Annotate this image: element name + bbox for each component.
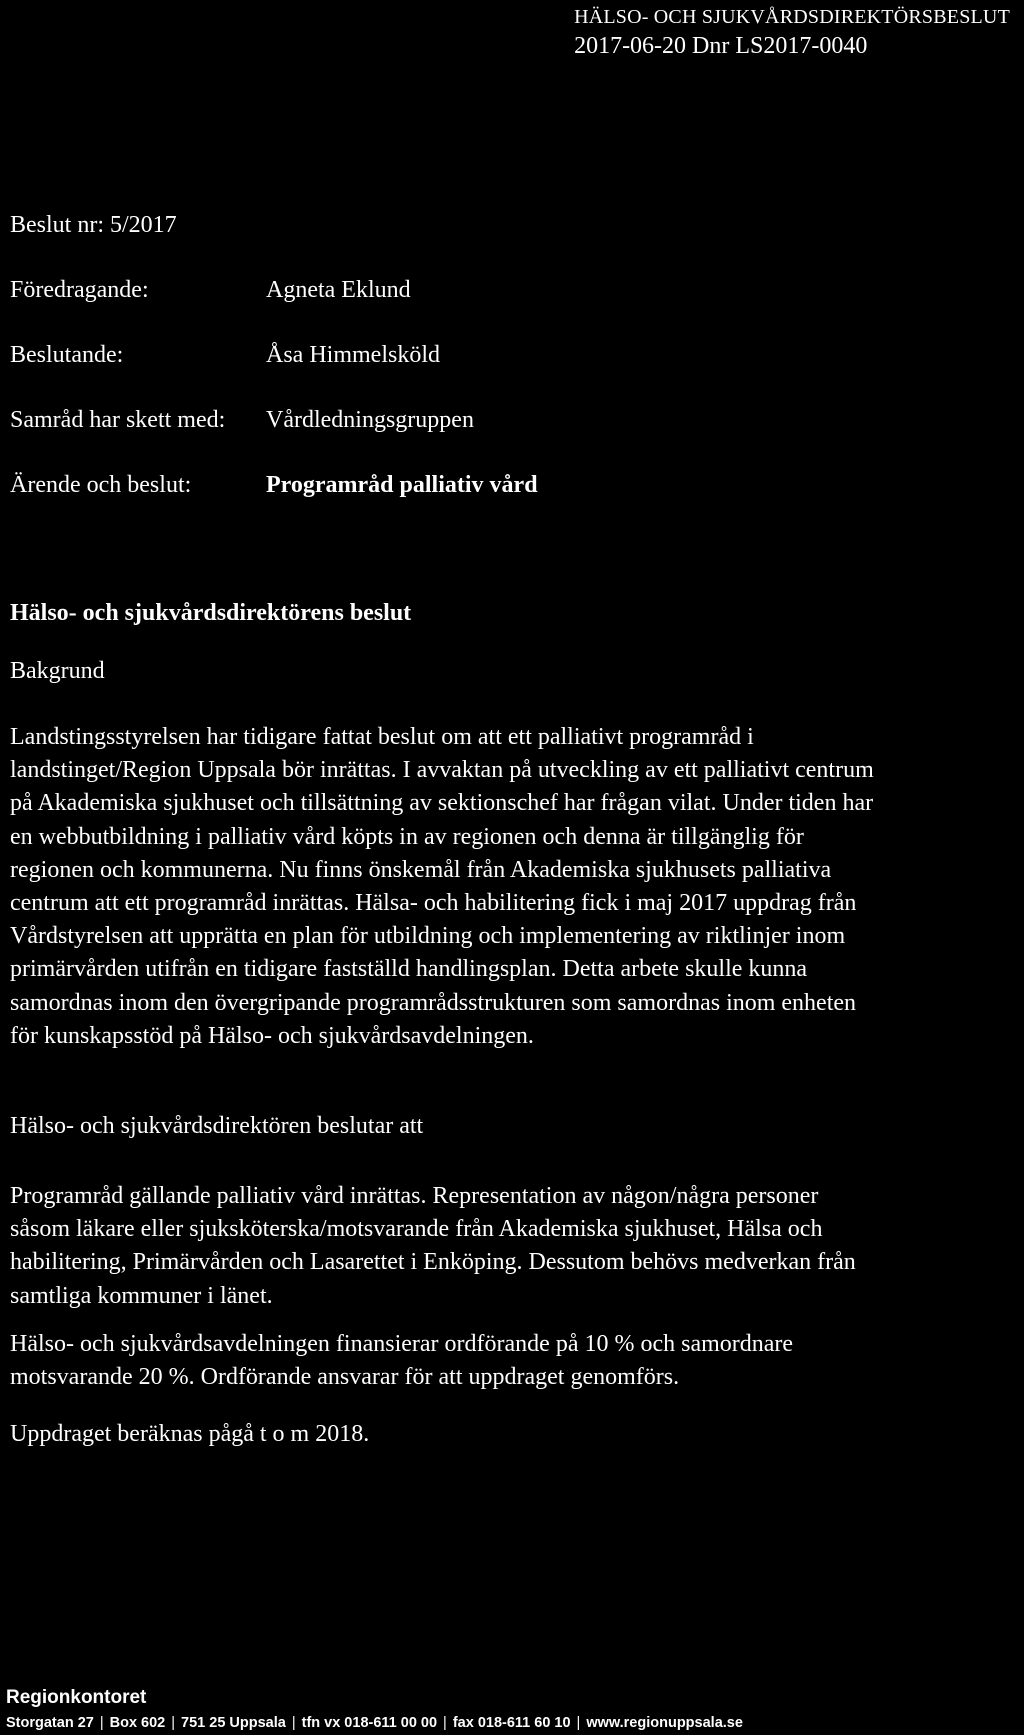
presenter-label: Föredragande: <box>10 277 149 303</box>
paragraph-line: Landstingsstyrelsen har tidigare fattat beslut om att ett palliativt programråd i <box>10 724 754 750</box>
paragraph-line: Programråd gällande palliativ vård inrättas. Representation av någon/några personer <box>10 1183 819 1209</box>
background-paragraph <box>10 721 874 1053</box>
paragraph-line: Vårdstyrelsen att upprätta en plan för utbildning och implementering av riktlinjer inom <box>10 923 846 950</box>
paragraph-line: centrum att ett programråd inrättas. Hälsa- och habilitering fick i maj 2017 uppdrag från <box>10 890 857 917</box>
footer-separator: | <box>171 1715 176 1731</box>
presenter-value: Agneta Eklund <box>266 277 411 303</box>
background-label: Bakgrund <box>10 658 105 684</box>
footer-postal-address: 751 25 Uppsala <box>181 1715 286 1731</box>
date-and-diary-number: 2017-06-20 Dnr LS2017-0040 <box>574 33 868 59</box>
matter-row <box>10 470 538 500</box>
paragraph-line: samtliga kommuner i länet. <box>10 1282 273 1309</box>
footer-separator: | <box>291 1715 296 1731</box>
decision-number: Beslut nr: 5/2017 <box>10 212 177 238</box>
footer-street-address: Storgatan 27 <box>6 1715 94 1731</box>
paragraph-line: på Akademiska sjukhuset och tillsättning av sektionschef har frågan vilat. Under tiden har <box>10 790 874 817</box>
paragraph-line: för kunskapsstöd på Hälso- och sjukvårdsavdelningen. <box>10 1022 534 1049</box>
decision-maker-value: Åsa Himmelsköld <box>266 342 440 368</box>
paragraph-line: såsom läkare eller sjuksköterska/motsvarande från Akademiska sjukhuset, Hälsa och <box>10 1216 823 1243</box>
decision-paragraph-1 <box>10 1180 856 1313</box>
paragraph-line: motsvarande 20 %. Ordförande ansvarar för att uppdraget genomförs. <box>10 1364 680 1391</box>
paragraph-line: landstinget/Region Uppsala bör inrättas. I avvaktan på utveckling av ett palliativt centrum <box>10 757 874 784</box>
section-heading: Hälso- och sjukvårdsdirektörens beslut <box>10 600 412 626</box>
decision-paragraph-3: Uppdraget beräknas pågå t o m 2018. <box>10 1421 370 1447</box>
decision-maker-label: Beslutande: <box>10 342 124 368</box>
document-header <box>574 4 1010 62</box>
matter-label: Ärende och beslut: <box>10 472 192 498</box>
paragraph-line: regionen och kommunerna. Nu finns önskemål från Akademiska sjukhusets palliativa <box>10 856 832 883</box>
decision-paragraph-2 <box>10 1328 793 1394</box>
paragraph-line: habilitering, Primärvården och Lasarettet i Enköping. Dessutom behövs medverkan från <box>10 1249 856 1276</box>
decision-maker-row <box>10 340 440 370</box>
footer-fax: fax 018-611 60 10 <box>452 1715 571 1731</box>
consultation-label: Samråd har skett med: <box>10 407 226 433</box>
matter-value: Programråd palliativ vård <box>266 472 538 498</box>
paragraph-line: en webbutbildning i palliativ vård köpts in av regionen och denna är tillgänglig för <box>10 823 804 850</box>
consultation-row <box>10 405 474 435</box>
footer-separator: | <box>443 1715 447 1731</box>
footer-contact-line <box>6 1714 743 1732</box>
paragraph-line: samordnas inom den övergripande programrådsstrukturen som samordnas inom enheten <box>10 989 857 1016</box>
footer-phone: tfn vx 018-611 00 00 <box>301 1715 438 1731</box>
decision-intro: Hälso- och sjukvårdsdirektören beslutar att <box>10 1113 424 1139</box>
paragraph-line: primärvården utifrån en tidigare fastställd handlingsplan. Detta arbete skulle kunna <box>10 956 808 983</box>
footer-separator: | <box>576 1715 581 1731</box>
paragraph-line: Hälso- och sjukvårdsavdelningen finansierar ordförande på 10 % och samordnare <box>10 1331 794 1357</box>
footer-separator: | <box>99 1715 104 1731</box>
consultation-value: Vårdledningsgruppen <box>266 407 474 433</box>
footer-website-link[interactable]: www.regionuppsala.se <box>586 1715 743 1731</box>
footer-box: Box 602 <box>109 1715 166 1731</box>
document-type-title: HÄLSO- OCH SJUKVÅRDSDIREKTÖRSBESLUT <box>574 6 1010 28</box>
presenter-row <box>10 275 411 305</box>
footer-organization: Regionkontoret <box>6 1687 147 1708</box>
